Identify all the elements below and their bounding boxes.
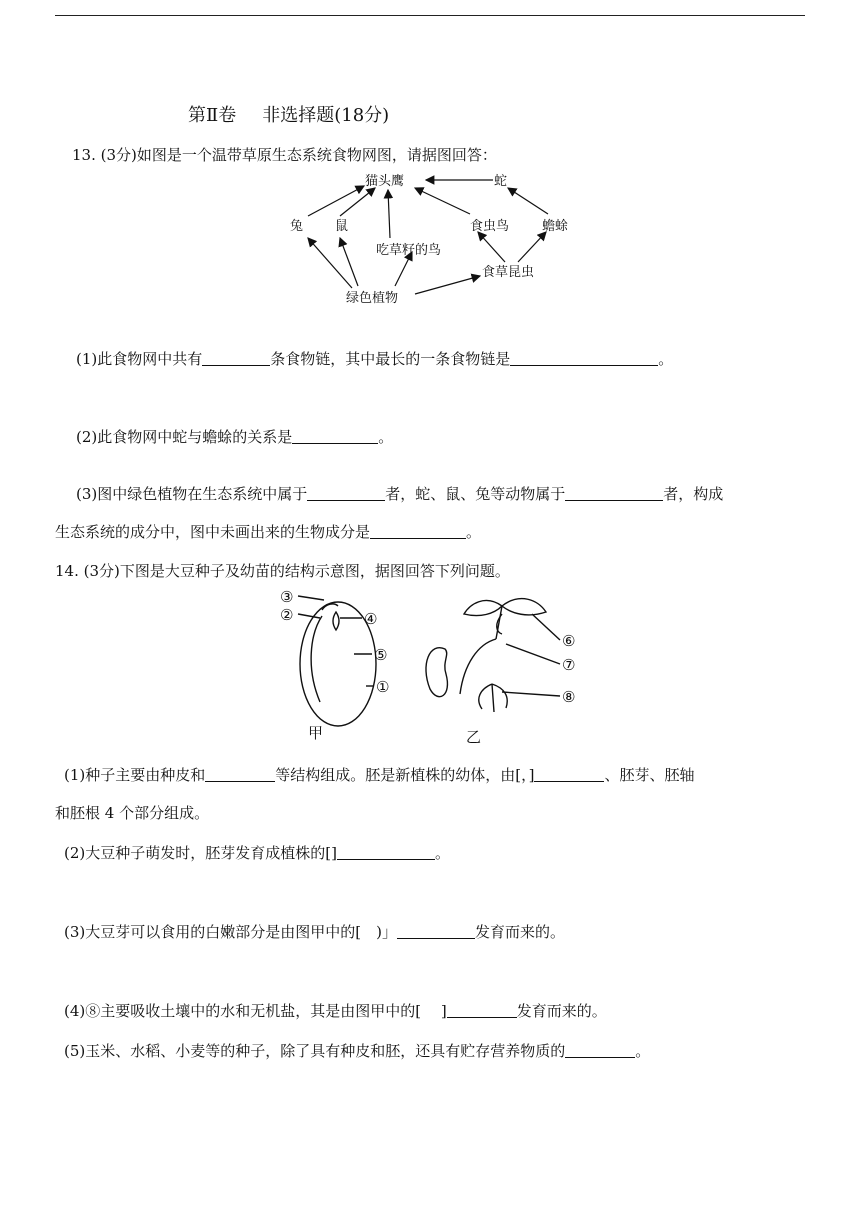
question-text: 生态系统的成分中，图中未画出来的生物成分是 [55,523,371,541]
question-text: (2)大豆种子萌发时，胚芽发育成植株的[] [64,844,337,862]
node-seed-bird: 吃草籽的鸟 [376,243,442,258]
section-part: 第Ⅱ卷 [188,105,237,126]
arrow-plant-mouse [340,238,358,286]
node-insect-bird: 食虫鸟 [470,219,510,234]
answer-blank[interactable] [205,767,275,782]
node-owl: 猫头鹰 [365,174,405,189]
label-5: ⑤ [374,646,388,664]
label-8: ⑧ [562,688,576,706]
question-text: (1)种子主要由种皮和 [64,766,206,784]
question-text: 发育而来的。 [516,1002,607,1020]
arrow-seedbird-owl [388,190,390,238]
question-text: 。 [635,1042,651,1060]
q14-stem: 14. (3分)下图是大豆种子及幼苗的结构示意图，据图回答下列问题。 [55,562,510,580]
answer-blank[interactable] [534,767,604,782]
q14-part4 [64,1001,607,1021]
question-text: 、胚芽、胚轴 [604,766,695,784]
question-text: 。 [466,523,482,541]
arrow-plant-herbinsect [415,276,480,294]
label-yi: 乙 [466,728,482,744]
plumule [333,612,339,630]
cotyledon-edge [311,616,322,702]
question-text: 发育而来的。 [474,923,565,941]
q14-part1-cont: 和胚根 4 个部分组成。 [55,804,210,822]
answer-blank[interactable] [337,845,435,860]
q13-part3-cont [55,522,481,542]
section-title [188,101,389,127]
label-7: ⑦ [562,656,576,674]
q14-part3 [64,922,565,942]
question-text: (3)大豆芽可以食用的白嫩部分是由图甲中的[ )」 [64,923,397,941]
answer-blank[interactable] [370,524,466,539]
cotyledon-shrunk [426,648,447,697]
question-text: 等结构组成。胚是新植株的幼体，由[，] [275,766,535,784]
question-text: (5)玉米、水稻、小麦等的种子，除了具有种皮和胚，还具有贮存营养物质的 [64,1042,566,1060]
question-text: (2)此食物网中蛇与蟾蜍的关系是 [76,428,293,446]
question-text: 。 [658,350,674,368]
label-2: ② [280,606,294,624]
header-rule [55,15,805,16]
question-text: (4)⑧主要吸收土壤中的水和无机盐，其是由图甲中的[ ] [64,1002,447,1020]
question-text: (1)此食物网中共有 [76,350,203,368]
q14-part1 [64,765,694,785]
q13-stem: 13. (3分)如图是一个温带草原生态系统食物网图，请据图回答： [72,146,497,164]
question-text: 。 [378,428,394,446]
question-text: 条食物链，其中最长的一条食物链是 [270,350,511,368]
leaf-right [502,599,546,615]
answer-blank[interactable] [510,351,658,366]
arrow-mouse-owl [340,188,375,216]
soybean-seed-seedling-diagram [270,584,600,744]
food-web-diagram [280,168,590,310]
question-text: 者，蛇、鼠、兔等动物属于 [385,485,566,503]
leaf-left [464,601,502,616]
arrow-plant-rabbit [308,238,352,288]
node-herb-insect: 食草昆虫 [482,265,535,280]
answer-blank[interactable] [565,1043,635,1058]
node-mouse: 鼠 [335,219,349,234]
label-6: ⑥ [562,632,576,650]
node-rabbit: 兔 [290,219,304,234]
q13-part1 [76,349,673,369]
question-text: 者，构成 [663,485,724,503]
label-1: ① [376,678,390,696]
label-jia: 甲 [308,724,324,742]
arrow-herbinsect-toad [518,232,546,262]
node-toad: 蟾蜍 [542,219,569,234]
answer-blank[interactable] [397,924,475,939]
arrow-insectbird-owl [415,188,470,214]
answer-blank[interactable] [307,486,385,501]
node-plant: 绿色植物 [346,291,399,306]
q13-part3 [76,484,723,504]
roots [479,684,507,712]
label-3: ③ [280,588,294,606]
node-snake: 蛇 [494,174,508,189]
answer-blank[interactable] [447,1003,517,1018]
q13-part2 [76,427,393,447]
label-4: ④ [364,610,378,628]
question-text: 。 [434,844,450,862]
section-name: 非选择题(18分) [262,105,390,126]
answer-blank[interactable] [202,351,270,366]
arrow-herbinsect-insectbird [478,232,505,262]
q14-part5 [64,1041,650,1061]
arrow-rabbit-owl [308,186,364,216]
answer-blank[interactable] [565,486,663,501]
answer-blank[interactable] [292,429,378,444]
arrow-toad-snake [508,188,548,214]
question-text: (3)图中绿色植物在生态系统中属于 [76,485,308,503]
radicle-tip [322,604,338,610]
q14-part2 [64,843,450,863]
